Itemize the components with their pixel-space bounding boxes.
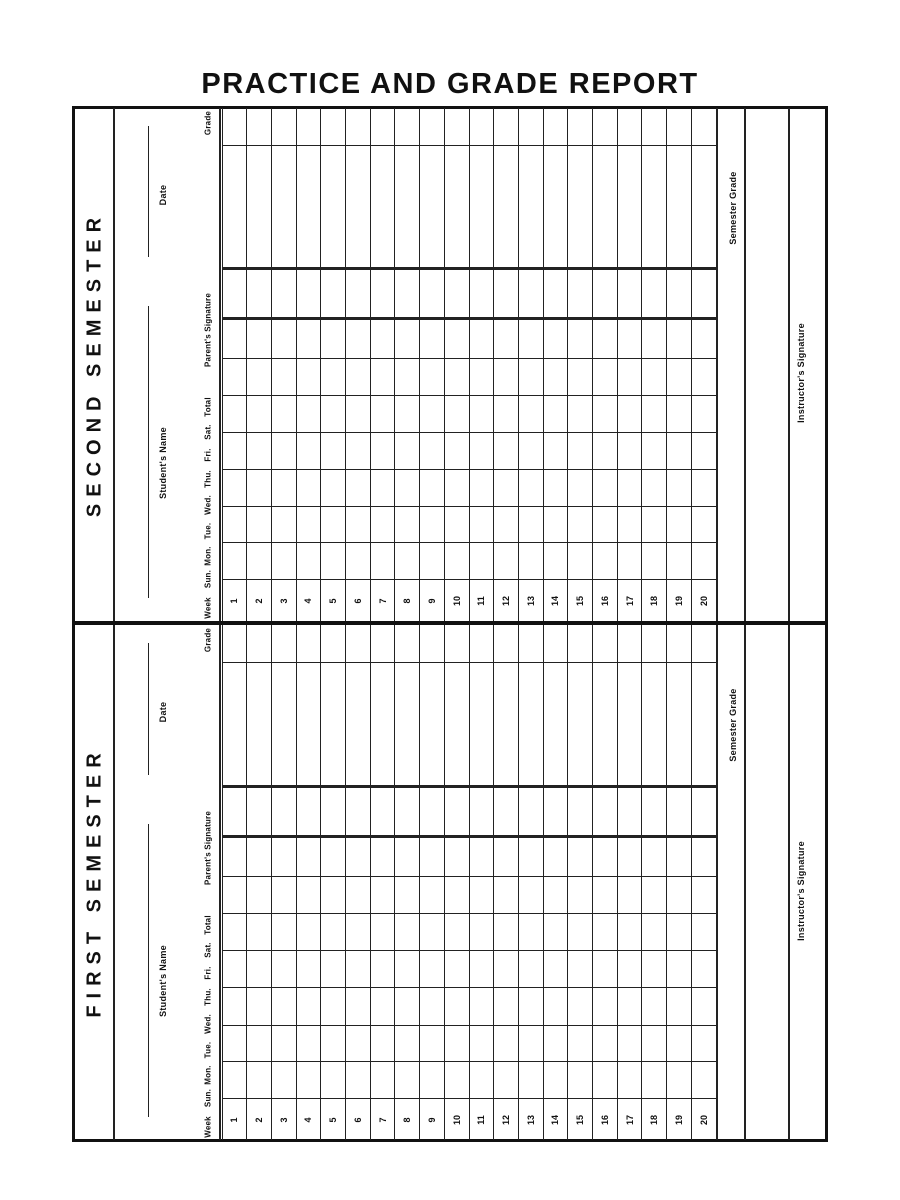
grid-column-line bbox=[320, 108, 321, 621]
grid-row-line bbox=[222, 876, 716, 877]
date-line bbox=[148, 126, 149, 257]
grid-column-line bbox=[370, 108, 371, 621]
grid-column-line bbox=[592, 625, 593, 1140]
grid-column-line bbox=[345, 108, 346, 621]
grid-row-line bbox=[222, 1025, 716, 1026]
grid-column-line bbox=[567, 108, 568, 621]
grid-row-line bbox=[222, 913, 716, 914]
signature-band-border bbox=[788, 625, 790, 1140]
week-number: 9 bbox=[426, 1117, 437, 1123]
week-number: 7 bbox=[377, 1117, 388, 1123]
grid-column-line bbox=[543, 108, 544, 621]
col-header-sat: Sat. bbox=[203, 942, 213, 958]
grid-row-line bbox=[222, 950, 716, 951]
grid-column-line bbox=[543, 625, 544, 1140]
col-header-grade: Grade bbox=[203, 110, 213, 136]
grid-column-line bbox=[419, 108, 420, 621]
week-number: 4 bbox=[303, 1117, 314, 1123]
title-band-border bbox=[113, 108, 115, 621]
col-header-total: Total bbox=[203, 397, 213, 417]
week-number: 20 bbox=[698, 1114, 709, 1125]
week-number: 10 bbox=[451, 595, 462, 607]
grid-column-line bbox=[246, 108, 247, 621]
grid-column-line bbox=[592, 108, 593, 621]
grid-column-line bbox=[444, 625, 445, 1140]
student-name-label: Student's Name bbox=[158, 945, 168, 1018]
week-number: 1 bbox=[229, 598, 240, 604]
grid-row-line bbox=[222, 542, 716, 543]
grid-column-line bbox=[419, 625, 420, 1140]
page-title: PRACTICE AND GRADE REPORT bbox=[201, 68, 699, 100]
date-line bbox=[148, 643, 149, 775]
grid-column-line bbox=[222, 625, 223, 1140]
week-number: 4 bbox=[303, 598, 314, 604]
week-number: 12 bbox=[501, 595, 512, 607]
grid-column-line bbox=[493, 625, 494, 1140]
grid-row-line bbox=[222, 469, 716, 470]
grid-column-line bbox=[518, 625, 519, 1140]
col-header-week: Week bbox=[203, 597, 213, 619]
week-number: 1 bbox=[229, 1117, 240, 1123]
grid-column-line bbox=[666, 108, 667, 621]
week-number: 2 bbox=[254, 598, 265, 604]
col-header-parents-signature: Parent's Signature bbox=[203, 293, 213, 367]
col-header-week: Week bbox=[203, 1116, 213, 1138]
week-number: 6 bbox=[352, 598, 363, 604]
grid-column-line bbox=[641, 108, 642, 621]
week-number: 13 bbox=[525, 595, 536, 607]
week-number: 7 bbox=[377, 598, 388, 604]
date-label: Date bbox=[158, 184, 168, 206]
grid-row-line bbox=[222, 1061, 716, 1062]
total-row-border bbox=[222, 317, 716, 320]
grid-column-line bbox=[370, 625, 371, 1140]
grid-column-line bbox=[691, 108, 692, 621]
col-header-total: Total bbox=[203, 915, 213, 935]
grid-column-line bbox=[469, 108, 470, 621]
week-number: 13 bbox=[525, 1114, 536, 1125]
col-header-grade: Grade bbox=[203, 627, 213, 653]
week-number: 5 bbox=[328, 598, 339, 604]
student-name-line bbox=[148, 306, 149, 598]
grid-row-line bbox=[222, 432, 716, 433]
week-number: 11 bbox=[476, 596, 487, 606]
week-number: 8 bbox=[402, 1117, 413, 1123]
col-header-wed: Wed. bbox=[203, 495, 213, 515]
week-number: 20 bbox=[698, 595, 709, 607]
semester-title: SECOND SEMESTER bbox=[83, 210, 106, 518]
week-number: 15 bbox=[575, 1114, 586, 1125]
grid-row-line bbox=[222, 145, 716, 146]
week-number: 19 bbox=[673, 595, 684, 607]
semester-grade-line bbox=[744, 148, 746, 413]
instructor-signature-label: Instructor's Signature bbox=[796, 841, 806, 941]
grid-row-line bbox=[222, 662, 716, 663]
week-number: 11 bbox=[476, 1115, 487, 1125]
week-number: 18 bbox=[649, 1114, 660, 1125]
total-row-border bbox=[222, 835, 716, 838]
week-number: 19 bbox=[673, 1114, 684, 1125]
week-number: 17 bbox=[624, 595, 635, 607]
student-name-line bbox=[148, 824, 149, 1117]
grid-column-line bbox=[518, 108, 519, 621]
grid-column-line bbox=[345, 625, 346, 1140]
grid-row-line bbox=[222, 1098, 716, 1099]
col-header-sat: Sat. bbox=[203, 424, 213, 440]
grid-row-line bbox=[222, 579, 716, 580]
semester-grade-label: Semester Grade bbox=[728, 688, 738, 762]
grid-column-line bbox=[641, 625, 642, 1140]
grid-column-line bbox=[444, 108, 445, 621]
grid-column-line bbox=[296, 625, 297, 1140]
grid-row-line bbox=[222, 395, 716, 396]
grid-column-line bbox=[716, 108, 717, 621]
signature-band-border bbox=[788, 108, 790, 621]
grid-column-line bbox=[617, 108, 618, 621]
instructor-signature-label: Instructor's Signature bbox=[796, 323, 806, 423]
week-number: 14 bbox=[550, 595, 561, 607]
grid-column-line bbox=[222, 108, 223, 621]
week-number: 18 bbox=[649, 595, 660, 607]
date-label: Date bbox=[158, 701, 168, 723]
col-header-wed: Wed. bbox=[203, 1013, 213, 1034]
col-header-thu: Thu. bbox=[203, 470, 213, 488]
grid-column-line bbox=[271, 108, 272, 621]
grid-column-line bbox=[394, 108, 395, 621]
grid-column-line bbox=[716, 625, 717, 1140]
col-header-mon: Mon. bbox=[203, 546, 213, 566]
total-row-border bbox=[222, 267, 716, 270]
grid-column-line bbox=[469, 625, 470, 1140]
col-header-mon: Mon. bbox=[203, 1065, 213, 1085]
semester-grade-label: Semester Grade bbox=[728, 171, 738, 245]
grid-column-line bbox=[394, 625, 395, 1140]
grid-column-line bbox=[666, 625, 667, 1140]
week-number: 12 bbox=[501, 1114, 512, 1125]
week-number: 10 bbox=[451, 1114, 462, 1125]
week-number: 3 bbox=[278, 1117, 289, 1123]
col-header-thu: Thu. bbox=[203, 988, 213, 1007]
week-number: 6 bbox=[352, 1117, 363, 1123]
week-number: 16 bbox=[599, 595, 610, 607]
grid-row-line bbox=[222, 987, 716, 988]
grid-column-line bbox=[320, 625, 321, 1140]
col-header-parents-signature: Parent's Signature bbox=[203, 810, 213, 885]
grid-column-line bbox=[246, 625, 247, 1140]
grid-column-line bbox=[271, 625, 272, 1140]
week-number: 14 bbox=[550, 1114, 561, 1125]
grid-column-line bbox=[296, 108, 297, 621]
week-number: 3 bbox=[278, 598, 289, 604]
grid-row-line bbox=[222, 358, 716, 359]
col-header-fri: Fri. bbox=[203, 966, 213, 980]
col-header-tue: Tue. bbox=[203, 1041, 213, 1058]
student-name-label: Student's Name bbox=[158, 427, 168, 499]
col-header-tue: Tue. bbox=[203, 522, 213, 540]
grid-column-line bbox=[493, 108, 494, 621]
week-number: 17 bbox=[624, 1114, 635, 1125]
title-band-border bbox=[113, 625, 115, 1140]
col-header-fri: Fri. bbox=[203, 448, 213, 462]
col-header-sun: Sun. bbox=[203, 1088, 213, 1107]
grid-row-line bbox=[222, 506, 716, 507]
week-number: 5 bbox=[328, 1117, 339, 1123]
week-number: 16 bbox=[599, 1114, 610, 1125]
semester-title: FIRST SEMESTER bbox=[83, 746, 106, 1018]
grid-column-line bbox=[691, 625, 692, 1140]
col-header-sun: Sun. bbox=[203, 569, 213, 589]
grid-column-line bbox=[617, 625, 618, 1140]
week-number: 8 bbox=[402, 598, 413, 604]
semester-grade-line bbox=[744, 665, 746, 931]
total-row-border bbox=[222, 785, 716, 788]
grid-column-line bbox=[567, 625, 568, 1140]
week-number: 15 bbox=[575, 595, 586, 607]
week-number: 2 bbox=[254, 1117, 265, 1123]
week-number: 9 bbox=[426, 598, 437, 604]
